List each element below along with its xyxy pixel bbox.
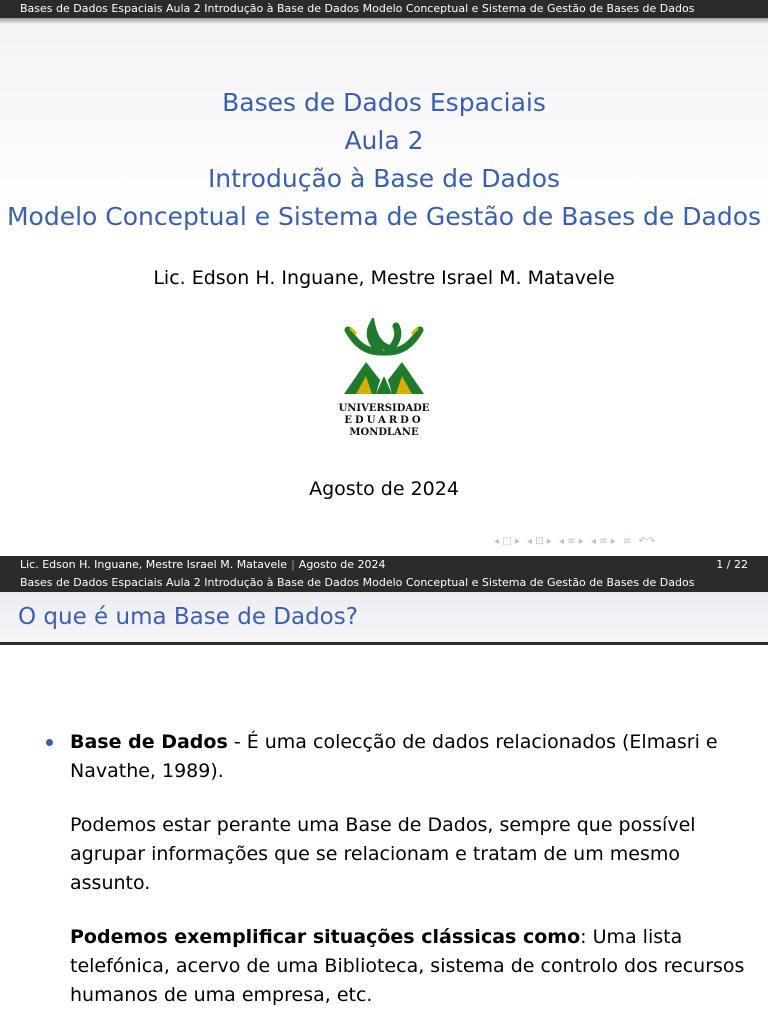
title-line: Aula 2 [344,126,424,155]
frame-title-rule [0,642,768,645]
footer-date: Agosto de 2024 [298,558,386,571]
bullet-term: Base de Dados [70,731,228,753]
header-shadow [0,18,768,24]
authors: Lic. Edson H. Inguane, Mestre Israel M. Matavele [153,267,615,289]
nav-frame-icon[interactable]: ◂ □ ▸ [494,536,520,547]
nav-undo-icon[interactable]: ↶↷ [638,536,656,547]
page-number: 1 / 22 [716,558,748,571]
presentation-date: Agosto de 2024 [309,478,459,500]
paragraph: Podemos estar perante uma Base de Dados, sempre que possível agrupar informações que se relacionam e tratam de um mesmo assunto. [70,814,696,894]
beamer-navigation[interactable] [494,535,762,549]
nav-subsection-icon[interactable]: ◂ ⊡ ▸ [527,536,552,547]
header-text: Bases de Dados Espaciais Aula 2 Introdução à Base de Dados Modelo Conceptual e Sistema de Gestão de Bases de Dados [20,576,695,589]
slide-content [70,728,750,1035]
examples-heading: Podemos exemplificar situações clássicas como [70,926,581,948]
header-bar-slide2 [0,574,768,592]
nav-section-icon[interactable]: ◂ ≡ ▸ [559,536,584,547]
footer-authors: Lic. Edson H. Inguane, Mestre Israel M. Matavele [20,558,288,571]
title-line: Bases de Dados Espaciais [222,88,546,117]
examples-text: : Uma lista telefónica, acervo de uma Biblioteca, sistema de controlo dos recursos humanos de uma empresa, etc. [70,926,745,1006]
logo-text-line: EDUARDO [344,415,424,426]
header-text: Bases de Dados Espaciais Aula 2 Introdução à Base de Dados Modelo Conceptual e Sistema de Gestão de Bases de Dados [20,2,695,15]
logo-text-line: MONDLANE [349,427,419,438]
title-line: Modelo Conceptual e Sistema de Gestão de Bases de Dados [6,202,762,231]
paragraph-examples [70,923,750,1010]
bullet-text: - É uma colecção de dados relacionados (Elmasri e Navathe, 1989). [70,731,718,782]
footer-separator: | [291,558,295,571]
presentation-title [0,84,768,236]
title-line: Introdução à Base de Dados [207,164,561,193]
logo-emblem-icon [336,318,432,398]
nav-part-icon[interactable]: ◂ ≡ ▸ [590,536,616,547]
footer-bar [0,556,768,574]
logo-text-line: UNIVERSIDADE [338,403,430,414]
footer-left [20,556,386,574]
nav-toc-icon[interactable]: ≡ [622,536,632,547]
header-bar [0,0,768,18]
frame-title: O que é uma Base de Dados? [18,604,358,630]
university-logo [336,318,432,444]
bullet-icon [46,739,53,746]
bullet-item [70,728,750,786]
